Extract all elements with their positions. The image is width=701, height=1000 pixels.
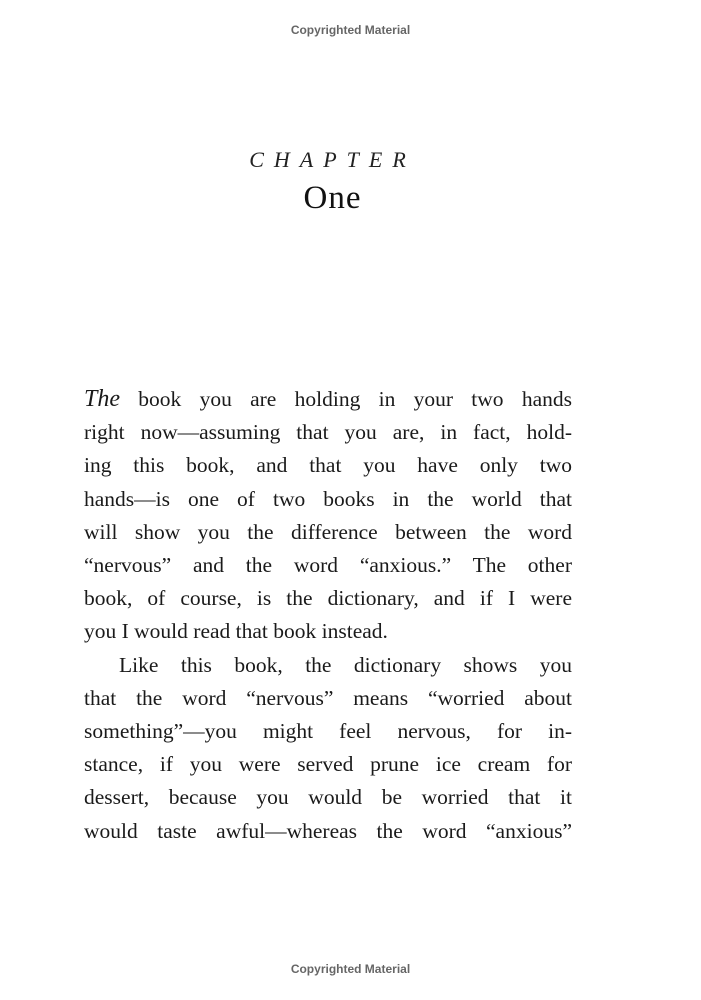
text-line: dessert, because you would be worried that it: [84, 785, 572, 810]
text-line: Like this book, the dictionary shows you: [119, 652, 572, 677]
paragraph-2: [84, 649, 572, 848]
text-line: The book you are holding in your two hands: [84, 386, 572, 412]
paragraph-1: [84, 383, 572, 649]
chapter-title: One: [303, 180, 362, 216]
text-line: that the word “nervous” means “worried about: [84, 685, 572, 710]
text-line: stance, if you were served prune ice cream for: [84, 752, 572, 777]
text-line: something”—you might feel nervous, for in-: [84, 719, 572, 744]
text-line: book, of course, is the dictionary, and if I were: [84, 586, 572, 611]
body-text: [84, 383, 572, 848]
chapter-label: CHAPTER: [249, 147, 416, 172]
text-line: right now—assuming that you are, in fact, hold-: [84, 420, 572, 445]
text-line: would taste awful—whereas the word “anxious”: [84, 818, 572, 843]
text-line: you I would read that book instead.: [84, 619, 388, 644]
text-line: ing this book, and that you have only two: [84, 453, 572, 478]
text-line: will show you the difference between the word: [84, 519, 572, 544]
copyright-notice-bottom: Copyrighted Material: [290, 962, 411, 976]
text-line: hands—is one of two books in the world that: [84, 486, 572, 511]
lead-word: The: [84, 386, 120, 412]
copyright-notice-top: Copyrighted Material: [290, 23, 411, 37]
text-line: “nervous” and the word “anxious.” The other: [84, 553, 572, 578]
